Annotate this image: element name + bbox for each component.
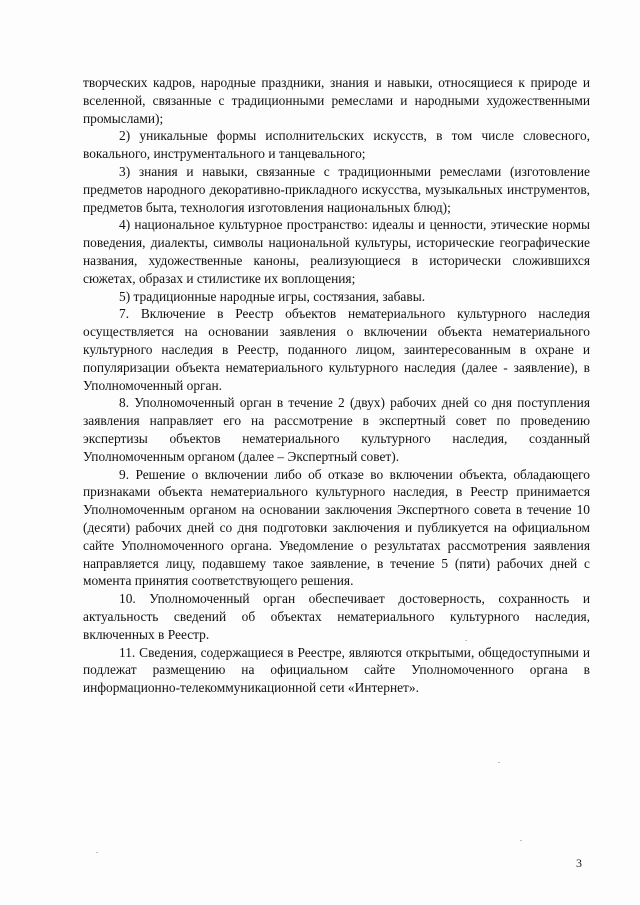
paragraph-clause-10: 10. Уполномоченный орган обеспечивает достоверность, сохранность и актуальность сведений об объектах нематериального культурного наследия, включенных в Реестр.	[83, 591, 590, 642]
paragraph-item-4: 4) национальное культурное пространство: идеалы и ценности, этические нормы поведения, диалекты, символы национальной культуры, исторические географические названия, художественные каноны, реализующиеся в исторически сложившихся сюжетах, образах и стилистике их воплощения;	[83, 217, 590, 286]
page-number: 3	[576, 856, 582, 870]
paragraph-item-3: 3) знания и навыки, связанные с традиционными ремеслами (изготовление предметов народного декоративно-прикладного искусства, музыкальных инструментов, предметов быта, технология изготовления национальных блюд);	[83, 163, 590, 215]
scan-speck	[465, 640, 467, 641]
paragraph-clause-9: 9. Решение о включении либо об отказе во включении объекта, обладающего признаками объекта нематериального культурного наследия, в Реестр принимается Уполномоченным органом на основании заключения Экспертного совета в течение 10 (десяти) рабочих дней со дня подготовки заключения и публикуется на официальном сайте Уполномоченного органа. Уведомление о результатах рассмотрения заявления направляется лицу, подавшему такое заявление, в течение 5 (пяти) рабочих дней с момента принятия соответствующего решения.	[83, 466, 590, 589]
paragraph-clause-11: 11. Сведения, содержащиеся в Реестре, являются открытыми, общедоступными и подлежат размещению на официальном сайте Уполномоченного органа в информационно-телекоммуникационной сети «Интернет».	[83, 644, 590, 696]
document-body	[83, 74, 590, 697]
paragraph-clause-7: 7. Включение в Реестр объектов нематериального культурного наследия осуществляется на основании заявления о включении объекта нематериального культурного наследия в Реестр, поданного лицом, заинтересованным в охране и популяризации объекта нематериального культурного наследия (далее - заявление), в Уполномоченный орган.	[83, 306, 590, 393]
paragraph-item-5: 5) традиционные народные игры, состязания, забавы.	[119, 288, 426, 304]
paragraph-continuation: творческих кадров, народные праздники, знания и навыки, относящиеся к природе и вселенной, связанные с традиционными ремеслами и народными художественными промыслами);	[83, 75, 590, 126]
paragraph-item-2: 2) уникальные формы исполнительских искусств, в том числе словесного, вокального, инструментального и танцевального;	[83, 128, 590, 162]
scan-speck	[498, 762, 500, 763]
scan-speck	[520, 840, 522, 841]
paragraph-clause-8: 8. Уполномоченный орган в течение 2 (двух) рабочих дней со дня поступления заявления направляет его на рассмотрение в экспертный совет по проведению экспертизы объектов нематериального культурного наследия, созданный Уполномоченным органом (далее – Экспертный совет).	[83, 395, 590, 464]
scan-speck	[96, 852, 98, 853]
